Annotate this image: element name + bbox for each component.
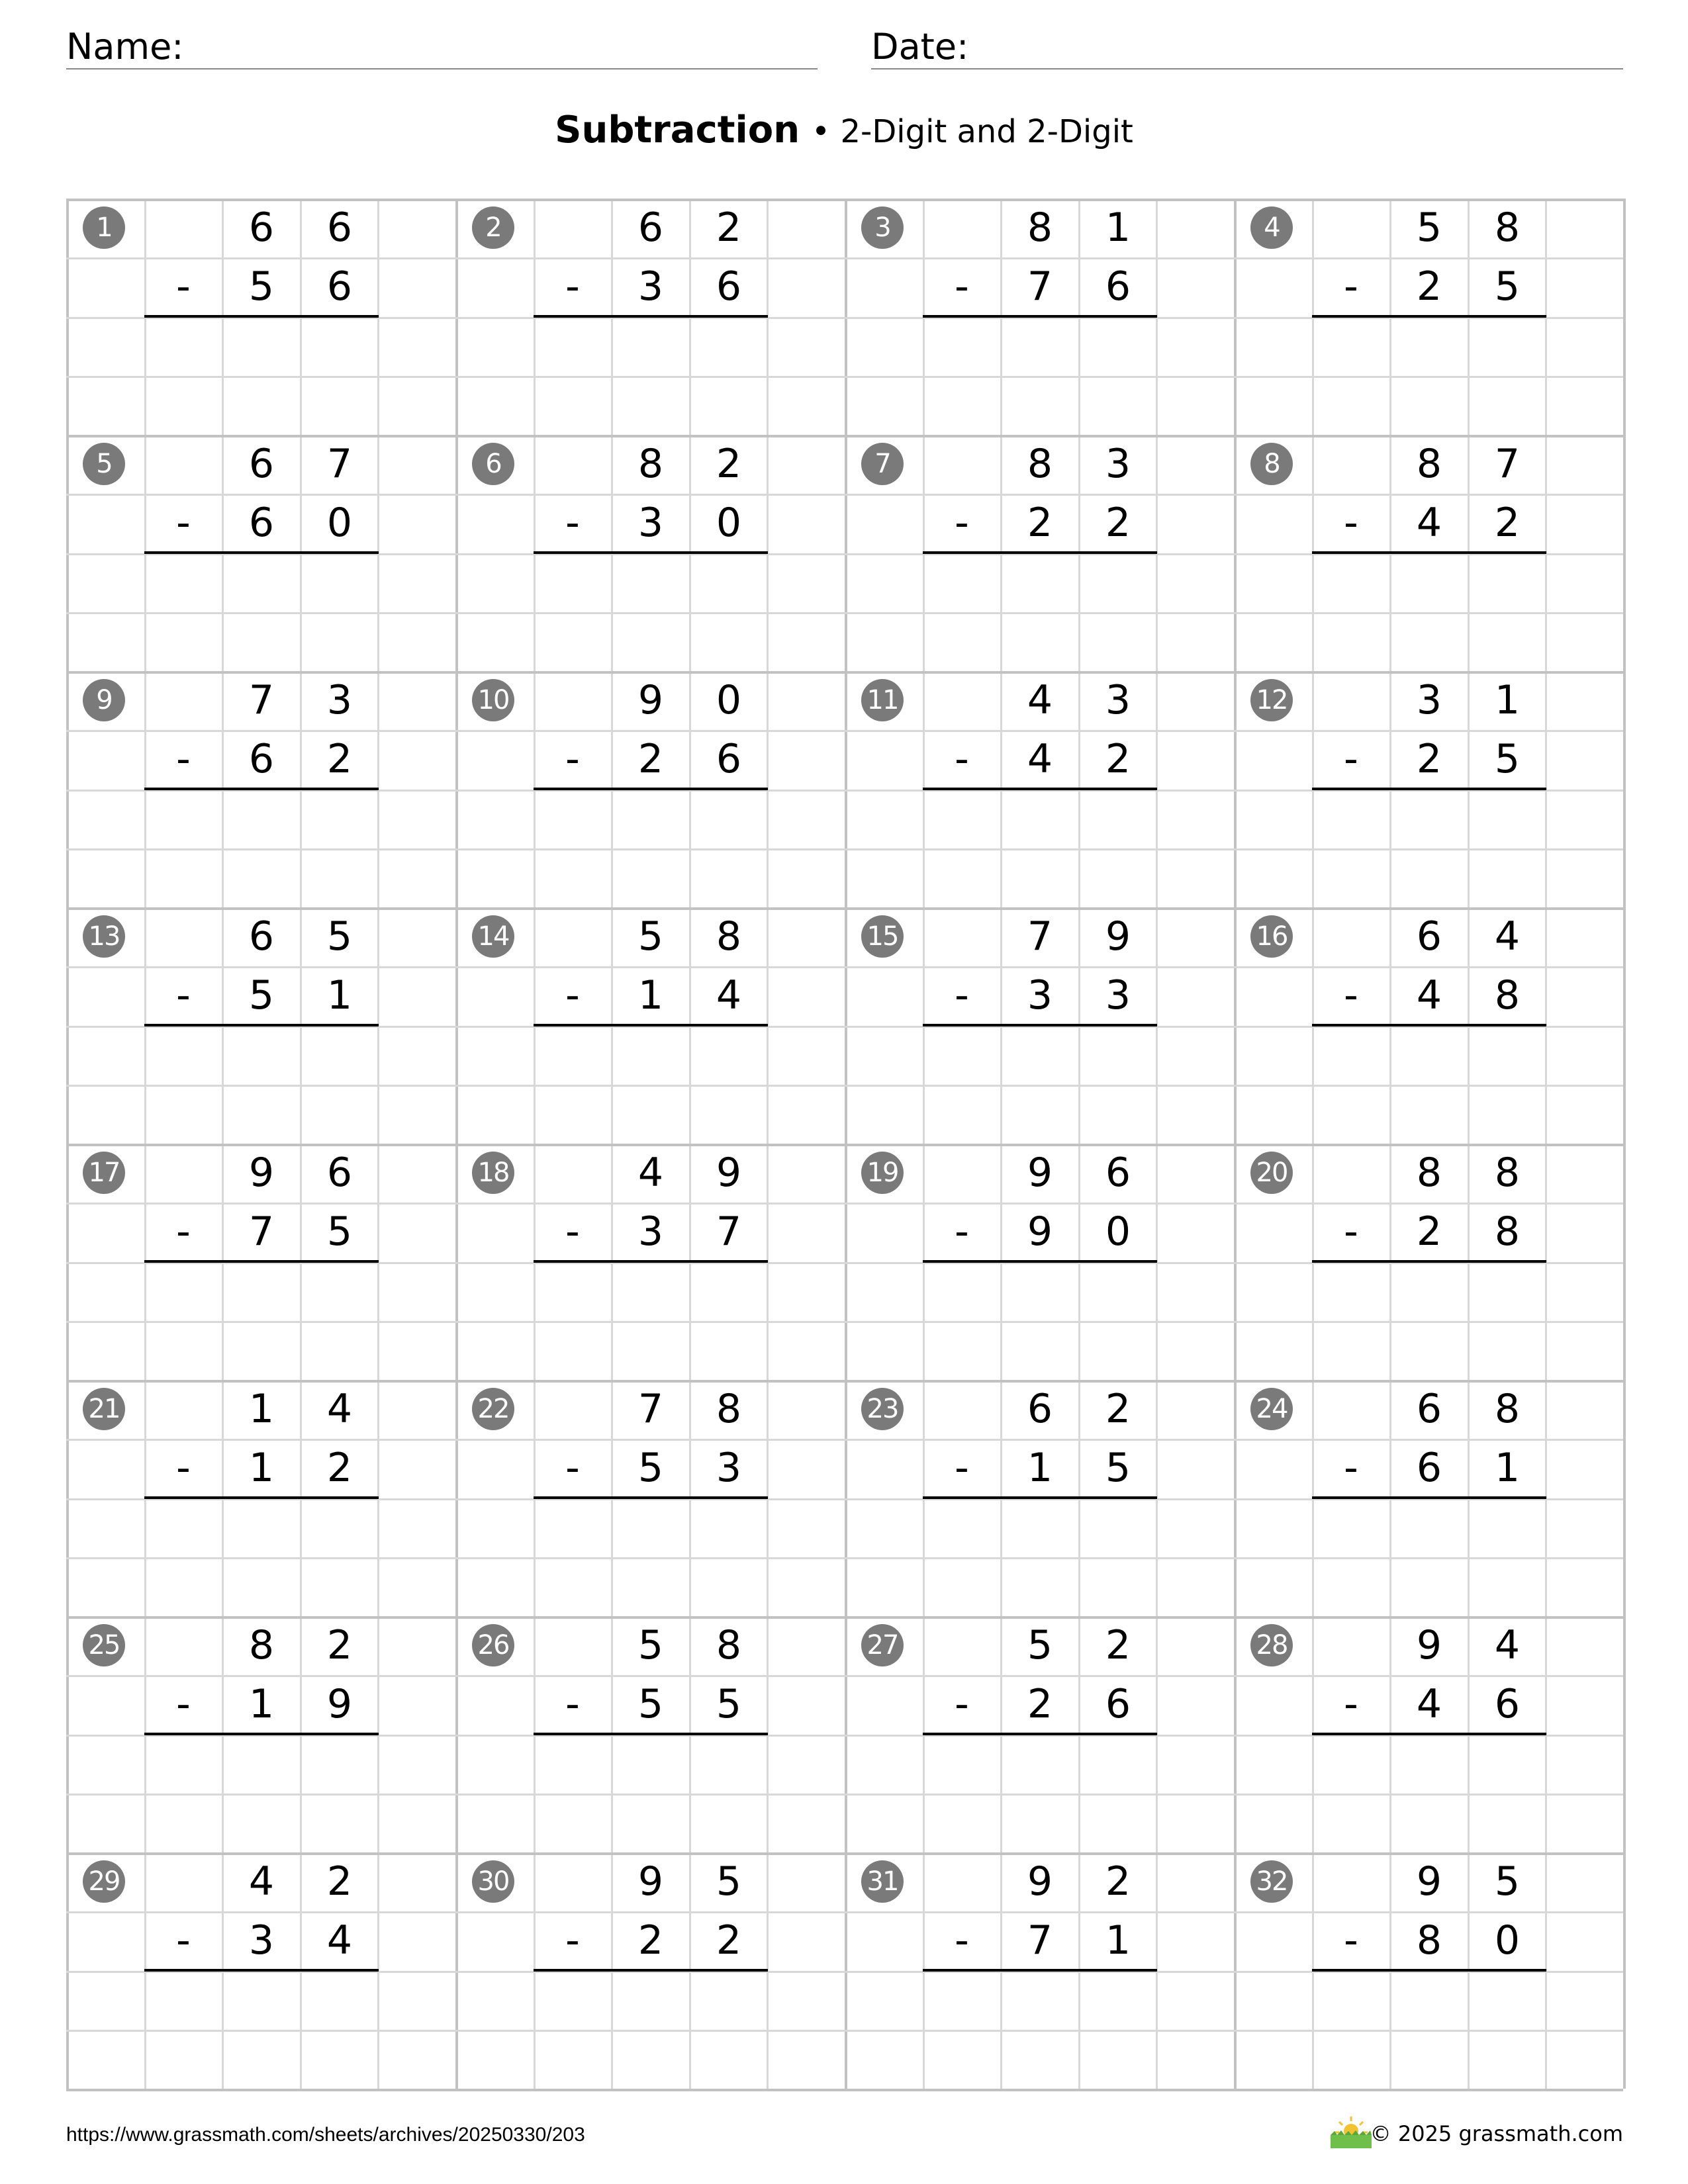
- answer-area[interactable]: [1312, 1026, 1546, 1085]
- problem-15: [845, 907, 1234, 1144]
- minus-sign: -: [955, 1445, 969, 1491]
- minus-sign: -: [176, 1917, 191, 1964]
- problem-number-badge: 3: [861, 206, 904, 249]
- subtrahend-ones-digit: 8: [1494, 972, 1521, 1019]
- minus-sign: -: [955, 1208, 969, 1255]
- minus-sign: -: [176, 972, 191, 1019]
- title-subtitle: • 2-Digit and 2-Digit: [811, 113, 1133, 150]
- subtrahend-ones-digit: 7: [716, 1208, 742, 1255]
- problem-28: [1234, 1616, 1623, 1852]
- minus-sign: -: [176, 1445, 191, 1491]
- minuend-tens-digit: 9: [637, 1858, 664, 1905]
- minus-sign: -: [565, 1445, 580, 1491]
- minuend-tens-digit: 9: [637, 677, 664, 723]
- problem-number-badge: 8: [1250, 443, 1293, 485]
- problem-29: [66, 1852, 455, 2089]
- answer-area[interactable]: [923, 318, 1157, 377]
- answer-area[interactable]: [923, 1263, 1157, 1322]
- answer-area[interactable]: [534, 554, 768, 613]
- minus-sign: -: [1344, 972, 1358, 1019]
- minuend-tens-digit: 5: [1416, 205, 1442, 251]
- title-main: Subtraction: [555, 109, 800, 152]
- minuend-tens-digit: 8: [1027, 205, 1053, 251]
- problem-grid: [66, 199, 1623, 2089]
- minuend-ones-digit: 2: [1105, 1386, 1131, 1432]
- minus-sign: -: [955, 736, 969, 782]
- subtrahend-ones-digit: 6: [716, 736, 742, 782]
- minuend-ones-digit: 8: [716, 1386, 742, 1432]
- problem-5: [66, 435, 455, 671]
- subtrahend-ones-digit: 2: [1105, 736, 1131, 782]
- problem-3: [845, 199, 1234, 435]
- problem-26: [455, 1616, 845, 1852]
- problem-number-badge: 23: [861, 1388, 904, 1430]
- problem-30: [455, 1852, 845, 2089]
- subtrahend-tens-digit: 3: [637, 1208, 664, 1255]
- problem-27: [845, 1616, 1234, 1852]
- subtrahend-ones-digit: 9: [326, 1681, 353, 1727]
- subtrahend-tens-digit: 6: [248, 736, 275, 782]
- minuend-tens-digit: 9: [1027, 1858, 1053, 1905]
- minuend-ones-digit: 5: [326, 913, 353, 960]
- problem-18: [455, 1144, 845, 1380]
- grid-hline: [66, 2089, 1623, 2091]
- problem-23: [845, 1380, 1234, 1616]
- footer-copyright: © 2025 grassmath.com: [1370, 2121, 1623, 2146]
- subtrahend-tens-digit: 8: [1416, 1917, 1442, 1964]
- subtrahend-ones-digit: 3: [716, 1445, 742, 1491]
- problem-number-badge: 15: [861, 915, 904, 958]
- subtrahend-ones-digit: 5: [716, 1681, 742, 1727]
- minuend-ones-digit: 0: [716, 677, 742, 723]
- date-write-line[interactable]: [871, 68, 1623, 69]
- subtrahend-tens-digit: 3: [637, 500, 664, 546]
- subtrahend-tens-digit: 7: [1027, 1917, 1053, 1964]
- problem-31: [845, 1852, 1234, 2089]
- minus-sign: -: [565, 736, 580, 782]
- subtrahend-tens-digit: 1: [248, 1445, 275, 1491]
- minuend-ones-digit: 3: [1105, 441, 1131, 487]
- answer-area[interactable]: [534, 1735, 768, 1794]
- answer-area[interactable]: [534, 318, 768, 377]
- answer-area[interactable]: [144, 318, 379, 377]
- minus-sign: -: [955, 972, 969, 1019]
- subtrahend-ones-digit: 0: [1494, 1917, 1521, 1964]
- minuend-ones-digit: 9: [716, 1150, 742, 1196]
- minus-sign: -: [955, 500, 969, 546]
- problem-20: [1234, 1144, 1623, 1380]
- problem-32: [1234, 1852, 1623, 2089]
- subtrahend-ones-digit: 1: [1105, 1917, 1131, 1964]
- problem-number-badge: 27: [861, 1624, 904, 1666]
- grid-vline: [1623, 199, 1626, 2089]
- answer-area[interactable]: [1312, 1735, 1546, 1794]
- subtrahend-tens-digit: 6: [1416, 1445, 1442, 1491]
- subtrahend-tens-digit: 3: [248, 1917, 275, 1964]
- date-label: Date:: [871, 26, 969, 68]
- minuend-ones-digit: 6: [326, 1150, 353, 1196]
- minuend-ones-digit: 4: [1494, 1622, 1521, 1668]
- problem-25: [66, 1616, 455, 1852]
- problem-21: [66, 1380, 455, 1616]
- minuend-tens-digit: 7: [637, 1386, 664, 1432]
- minuend-ones-digit: 9: [1105, 913, 1131, 960]
- subtrahend-ones-digit: 3: [1105, 972, 1131, 1019]
- problem-number-badge: 24: [1250, 1388, 1293, 1430]
- minuend-tens-digit: 4: [1027, 677, 1053, 723]
- answer-area[interactable]: [144, 1026, 379, 1085]
- subtrahend-tens-digit: 1: [1027, 1445, 1053, 1491]
- subtrahend-ones-digit: 6: [716, 263, 742, 310]
- name-label: Name:: [66, 26, 184, 68]
- problem-17: [66, 1144, 455, 1380]
- problem-8: [1234, 435, 1623, 671]
- subtrahend-tens-digit: 2: [637, 1917, 664, 1964]
- minuend-ones-digit: 7: [1494, 441, 1521, 487]
- subtrahend-ones-digit: 0: [326, 500, 353, 546]
- minuend-tens-digit: 6: [248, 205, 275, 251]
- subtrahend-ones-digit: 4: [326, 1917, 353, 1964]
- problem-number-badge: 9: [83, 679, 125, 721]
- problem-16: [1234, 907, 1623, 1144]
- minus-sign: -: [1344, 1681, 1358, 1727]
- minuend-ones-digit: 8: [716, 913, 742, 960]
- minuend-ones-digit: 3: [1105, 677, 1131, 723]
- minuend-tens-digit: 5: [637, 913, 664, 960]
- problem-number-badge: 2: [472, 206, 514, 249]
- problem-number-badge: 25: [83, 1624, 125, 1666]
- minuend-tens-digit: 9: [1027, 1150, 1053, 1196]
- subtrahend-ones-digit: 8: [1494, 1208, 1521, 1255]
- problem-10: [455, 671, 845, 907]
- answer-area[interactable]: [144, 1735, 379, 1794]
- minuend-tens-digit: 5: [637, 1622, 664, 1668]
- minus-sign: -: [1344, 500, 1358, 546]
- problem-7: [845, 435, 1234, 671]
- answer-area[interactable]: [1312, 318, 1546, 377]
- problem-number-badge: 31: [861, 1860, 904, 1903]
- problem-number-badge: 10: [472, 679, 514, 721]
- answer-area[interactable]: [144, 554, 379, 613]
- subtrahend-tens-digit: 3: [637, 263, 664, 310]
- minuend-tens-digit: 8: [248, 1622, 275, 1668]
- subtrahend-tens-digit: 2: [1027, 1681, 1053, 1727]
- problem-number-badge: 19: [861, 1152, 904, 1194]
- subtrahend-ones-digit: 2: [1105, 500, 1131, 546]
- subtrahend-ones-digit: 0: [1105, 1208, 1131, 1255]
- subtrahend-ones-digit: 5: [1494, 736, 1521, 782]
- minuend-ones-digit: 1: [1494, 677, 1521, 723]
- name-write-line[interactable]: [66, 68, 818, 69]
- subtrahend-tens-digit: 3: [1027, 972, 1053, 1019]
- subtrahend-tens-digit: 5: [637, 1681, 664, 1727]
- minuend-tens-digit: 6: [1027, 1386, 1053, 1432]
- subtrahend-tens-digit: 9: [1027, 1208, 1053, 1255]
- minuend-ones-digit: 6: [326, 205, 353, 251]
- minus-sign: -: [955, 1681, 969, 1727]
- minuend-tens-digit: 7: [1027, 913, 1053, 960]
- problem-number-badge: 21: [83, 1388, 125, 1430]
- subtrahend-tens-digit: 7: [1027, 263, 1053, 310]
- minuend-ones-digit: 5: [1494, 1858, 1521, 1905]
- minuend-ones-digit: 8: [1494, 1150, 1521, 1196]
- minuend-tens-digit: 4: [637, 1150, 664, 1196]
- subtrahend-tens-digit: 7: [248, 1208, 275, 1255]
- problem-11: [845, 671, 1234, 907]
- subtrahend-tens-digit: 2: [1416, 1208, 1442, 1255]
- minuend-tens-digit: 4: [248, 1858, 275, 1905]
- subtrahend-ones-digit: 2: [326, 736, 353, 782]
- subtrahend-tens-digit: 6: [248, 500, 275, 546]
- footer-url: https://www.grassmath.com/sheets/archives/20250330/203: [66, 2124, 585, 2146]
- answer-area[interactable]: [534, 1263, 768, 1322]
- minuend-ones-digit: 4: [1494, 913, 1521, 960]
- minuend-tens-digit: 9: [1416, 1622, 1442, 1668]
- problem-12: [1234, 671, 1623, 907]
- subtrahend-tens-digit: 4: [1027, 736, 1053, 782]
- grass-sun-logo-icon: [1328, 2115, 1374, 2150]
- answer-area[interactable]: [923, 1499, 1157, 1558]
- subtrahend-tens-digit: 4: [1416, 972, 1442, 1019]
- minus-sign: -: [1344, 263, 1358, 310]
- problem-number-badge: 30: [472, 1860, 514, 1903]
- minuend-tens-digit: 6: [1416, 1386, 1442, 1432]
- answer-area[interactable]: [144, 1499, 379, 1558]
- subtrahend-tens-digit: 4: [1416, 500, 1442, 546]
- problem-number-badge: 28: [1250, 1624, 1293, 1666]
- subtrahend-tens-digit: 5: [248, 263, 275, 310]
- subtrahend-ones-digit: 2: [1494, 500, 1521, 546]
- minuend-ones-digit: 5: [716, 1858, 742, 1905]
- minus-sign: -: [176, 736, 191, 782]
- subtrahend-tens-digit: 4: [1416, 1681, 1442, 1727]
- minus-sign: -: [1344, 1208, 1358, 1255]
- minuend-ones-digit: 3: [326, 677, 353, 723]
- minus-sign: -: [565, 500, 580, 546]
- minuend-ones-digit: 2: [716, 441, 742, 487]
- answer-area[interactable]: [923, 554, 1157, 613]
- problem-14: [455, 907, 845, 1144]
- problem-number-badge: 26: [472, 1624, 514, 1666]
- minuend-tens-digit: 5: [1027, 1622, 1053, 1668]
- subtrahend-tens-digit: 5: [637, 1445, 664, 1491]
- subtrahend-tens-digit: 2: [1416, 736, 1442, 782]
- minus-sign: -: [955, 1917, 969, 1964]
- problem-number-badge: 11: [861, 679, 904, 721]
- minus-sign: -: [565, 1681, 580, 1727]
- problem-number-badge: 6: [472, 443, 514, 485]
- answer-area[interactable]: [1312, 1972, 1546, 2030]
- problem-9: [66, 671, 455, 907]
- answer-area[interactable]: [144, 1972, 379, 2030]
- minus-sign: -: [176, 1681, 191, 1727]
- subtrahend-ones-digit: 0: [716, 500, 742, 546]
- subtrahend-ones-digit: 6: [1105, 263, 1131, 310]
- problem-number-badge: 17: [83, 1152, 125, 1194]
- minuend-ones-digit: 6: [1105, 1150, 1131, 1196]
- minuend-ones-digit: 2: [1105, 1858, 1131, 1905]
- minuend-tens-digit: 8: [637, 441, 664, 487]
- minuend-ones-digit: 2: [326, 1622, 353, 1668]
- minuend-ones-digit: 8: [1494, 205, 1521, 251]
- answer-area[interactable]: [534, 1026, 768, 1085]
- problem-number-badge: 22: [472, 1388, 514, 1430]
- minus-sign: -: [1344, 736, 1358, 782]
- subtrahend-tens-digit: 1: [248, 1681, 275, 1727]
- subtrahend-tens-digit: 2: [1416, 263, 1442, 310]
- answer-area[interactable]: [923, 1026, 1157, 1085]
- answer-area[interactable]: [534, 1499, 768, 1558]
- problem-number-badge: 16: [1250, 915, 1293, 958]
- minuend-ones-digit: 2: [716, 205, 742, 251]
- problem-4: [1234, 199, 1623, 435]
- minus-sign: -: [1344, 1917, 1358, 1964]
- minus-sign: -: [565, 263, 580, 310]
- minuend-ones-digit: 4: [326, 1386, 353, 1432]
- answer-area[interactable]: [1312, 790, 1546, 849]
- minuend-ones-digit: 2: [1105, 1622, 1131, 1668]
- minus-sign: -: [565, 1917, 580, 1964]
- minus-sign: -: [565, 972, 580, 1019]
- subtrahend-ones-digit: 6: [1105, 1681, 1131, 1727]
- answer-area[interactable]: [1312, 554, 1546, 613]
- minuend-tens-digit: 6: [248, 913, 275, 960]
- problem-number-badge: 4: [1250, 206, 1293, 249]
- subtrahend-ones-digit: 1: [326, 972, 353, 1019]
- subtrahend-tens-digit: 1: [637, 972, 664, 1019]
- minus-sign: -: [955, 263, 969, 310]
- problem-number-badge: 13: [83, 915, 125, 958]
- minuend-tens-digit: 6: [248, 441, 275, 487]
- problem-number-badge: 14: [472, 915, 514, 958]
- worksheet-title: [0, 106, 1688, 156]
- subtrahend-ones-digit: 5: [1494, 263, 1521, 310]
- minuend-tens-digit: 8: [1416, 441, 1442, 487]
- minus-sign: -: [176, 500, 191, 546]
- minuend-tens-digit: 1: [248, 1386, 275, 1432]
- answer-area[interactable]: [923, 1735, 1157, 1794]
- problem-number-badge: 1: [83, 206, 125, 249]
- subtrahend-ones-digit: 4: [716, 972, 742, 1019]
- minuend-ones-digit: 1: [1105, 205, 1131, 251]
- subtrahend-ones-digit: 2: [326, 1445, 353, 1491]
- subtrahend-ones-digit: 5: [326, 1208, 353, 1255]
- minuend-tens-digit: 6: [637, 205, 664, 251]
- minuend-tens-digit: 9: [1416, 1858, 1442, 1905]
- problem-number-badge: 5: [83, 443, 125, 485]
- minus-sign: -: [176, 1208, 191, 1255]
- problem-24: [1234, 1380, 1623, 1616]
- subtrahend-tens-digit: 5: [248, 972, 275, 1019]
- problem-number-badge: 29: [83, 1860, 125, 1903]
- minus-sign: -: [565, 1208, 580, 1255]
- minuend-tens-digit: 3: [1416, 677, 1442, 723]
- problem-22: [455, 1380, 845, 1616]
- subtrahend-ones-digit: 1: [1494, 1445, 1521, 1491]
- minuend-ones-digit: 2: [326, 1858, 353, 1905]
- answer-area[interactable]: [144, 790, 379, 849]
- problem-2: [455, 199, 845, 435]
- minuend-ones-digit: 8: [1494, 1386, 1521, 1432]
- subtrahend-ones-digit: 6: [1494, 1681, 1521, 1727]
- minuend-ones-digit: 7: [326, 441, 353, 487]
- minus-sign: -: [1344, 1445, 1358, 1491]
- problem-number-badge: 32: [1250, 1860, 1293, 1903]
- minus-sign: -: [176, 263, 191, 310]
- minuend-tens-digit: 8: [1416, 1150, 1442, 1196]
- minuend-tens-digit: 8: [1027, 441, 1053, 487]
- problem-13: [66, 907, 455, 1144]
- answer-area[interactable]: [1312, 1499, 1546, 1558]
- minuend-tens-digit: 7: [248, 677, 275, 723]
- answer-area[interactable]: [923, 790, 1157, 849]
- problem-19: [845, 1144, 1234, 1380]
- minuend-ones-digit: 8: [716, 1622, 742, 1668]
- subtrahend-tens-digit: 2: [1027, 500, 1053, 546]
- problem-number-badge: 18: [472, 1152, 514, 1194]
- subtrahend-ones-digit: 2: [716, 1917, 742, 1964]
- answer-area[interactable]: [923, 1972, 1157, 2030]
- subtrahend-ones-digit: 5: [1105, 1445, 1131, 1491]
- subtrahend-ones-digit: 6: [326, 263, 353, 310]
- problem-number-badge: 12: [1250, 679, 1293, 721]
- problem-number-badge: 20: [1250, 1152, 1293, 1194]
- problem-1: [66, 199, 455, 435]
- subtrahend-tens-digit: 2: [637, 736, 664, 782]
- minuend-tens-digit: 6: [1416, 913, 1442, 960]
- answer-area[interactable]: [1312, 1263, 1546, 1322]
- answer-area[interactable]: [534, 790, 768, 849]
- problem-number-badge: 7: [861, 443, 904, 485]
- minuend-tens-digit: 9: [248, 1150, 275, 1196]
- answer-area[interactable]: [144, 1263, 379, 1322]
- problem-6: [455, 435, 845, 671]
- answer-area[interactable]: [534, 1972, 768, 2030]
